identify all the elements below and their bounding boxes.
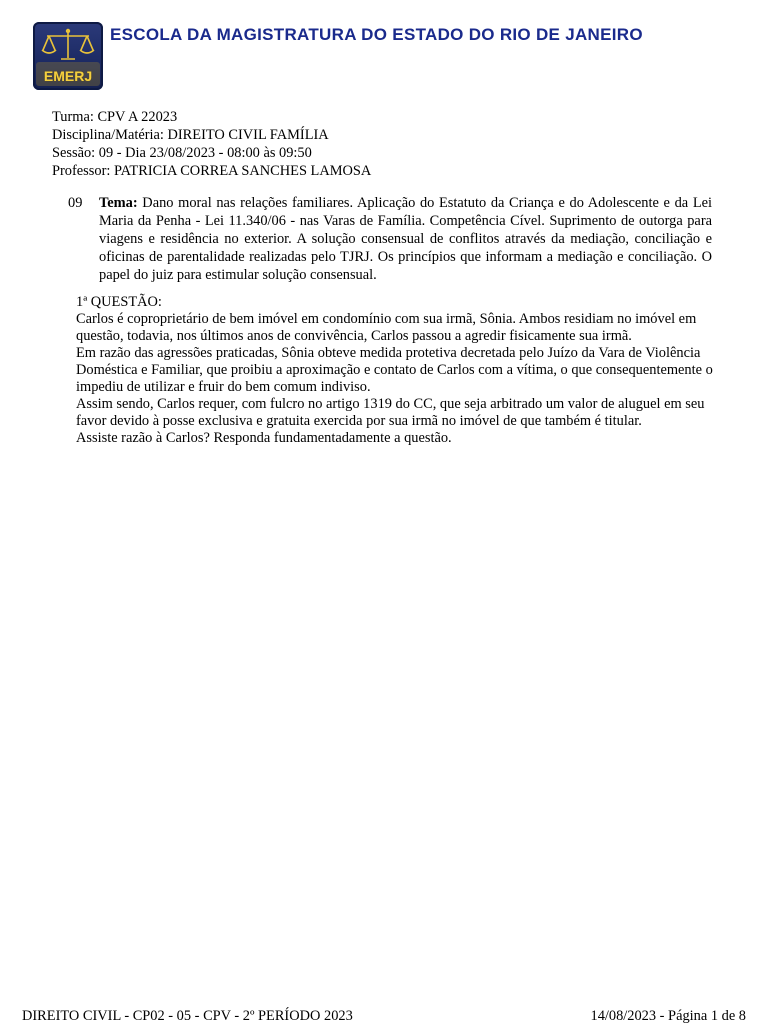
question-paragraph: Em razão das agressões praticadas, Sônia obteve medida protetiva decretada pelo Juízo da Vara de Violência Doméstica e Familiar, que proibiu a aproximação e contato de Carlos com a vítima, o que consequentemente o impediu de utilizar e fruir do bem comum indiviso. (76, 345, 713, 395)
question-paragraph: Assim sendo, Carlos requer, com fulcro no artigo 1319 do CC, que seja arbitrado um valor de aluguel em seu favor devido à posse exclusiva e gratuita exercida por sua irmã no imóvel de que também é titular. (76, 396, 705, 429)
professor-line: Professor: PATRICIA CORREA SANCHES LAMOSA (52, 163, 372, 179)
sessao-line: Sessão: 09 - Dia 23/08/2023 - 08:00 às 09:50 (52, 145, 312, 161)
logo-text: EMERJ (43, 68, 93, 84)
question-paragraph: Assiste razão à Carlos? Responda fundamentadamente a questão. (76, 430, 452, 446)
class-info (52, 108, 371, 180)
emerj-logo (33, 22, 103, 90)
topic-section (68, 194, 712, 284)
footer-page-info: 14/08/2023 - Página 1 de 8 (590, 1008, 746, 1024)
topic-number: 09 (68, 195, 83, 211)
footer-course: DIREITO CIVIL - CP02 - 05 - CPV - 2º PERÍODO 2023 (22, 1008, 353, 1024)
topic-body: Dano moral nas relações familiares. Aplicação do Estatuto da Criança e do Adolescente e da Lei Maria da Penha - Lei 11.340/06 - nas Varas de Família. Competência Cível. Suprimento de outorga para viagens e residência no exterior. A solução consensual de conflitos através da mediação, conciliação e oficinas de parentalidade realizadas pelo TJRJ. Os princípios que informam a mediação e conciliação. O papel do juiz para estimular solução consensual. (99, 195, 712, 283)
topic-label: Tema: (99, 195, 138, 211)
school-name: ESCOLA DA MAGISTRATURA DO ESTADO DO RIO DE JANEIRO (110, 25, 643, 44)
turma-line: Turma: CPV A 22023 (52, 109, 178, 125)
question-paragraph: Carlos é coproprietário de bem imóvel em condomínio com sua irmã, Sônia. Ambos residiam no imóvel em questão, todavia, nos últimos anos de convivência, Carlos passou a agredir fisicamente sua irmã. (76, 311, 697, 344)
question-section (76, 294, 716, 447)
page-header (33, 22, 753, 94)
disciplina-line: Disciplina/Matéria: DIREITO CIVIL FAMÍLIA (52, 127, 329, 143)
page-footer (22, 1008, 746, 1025)
topic-text (99, 194, 712, 284)
question-title: 1ª QUESTÃO: (76, 294, 162, 310)
